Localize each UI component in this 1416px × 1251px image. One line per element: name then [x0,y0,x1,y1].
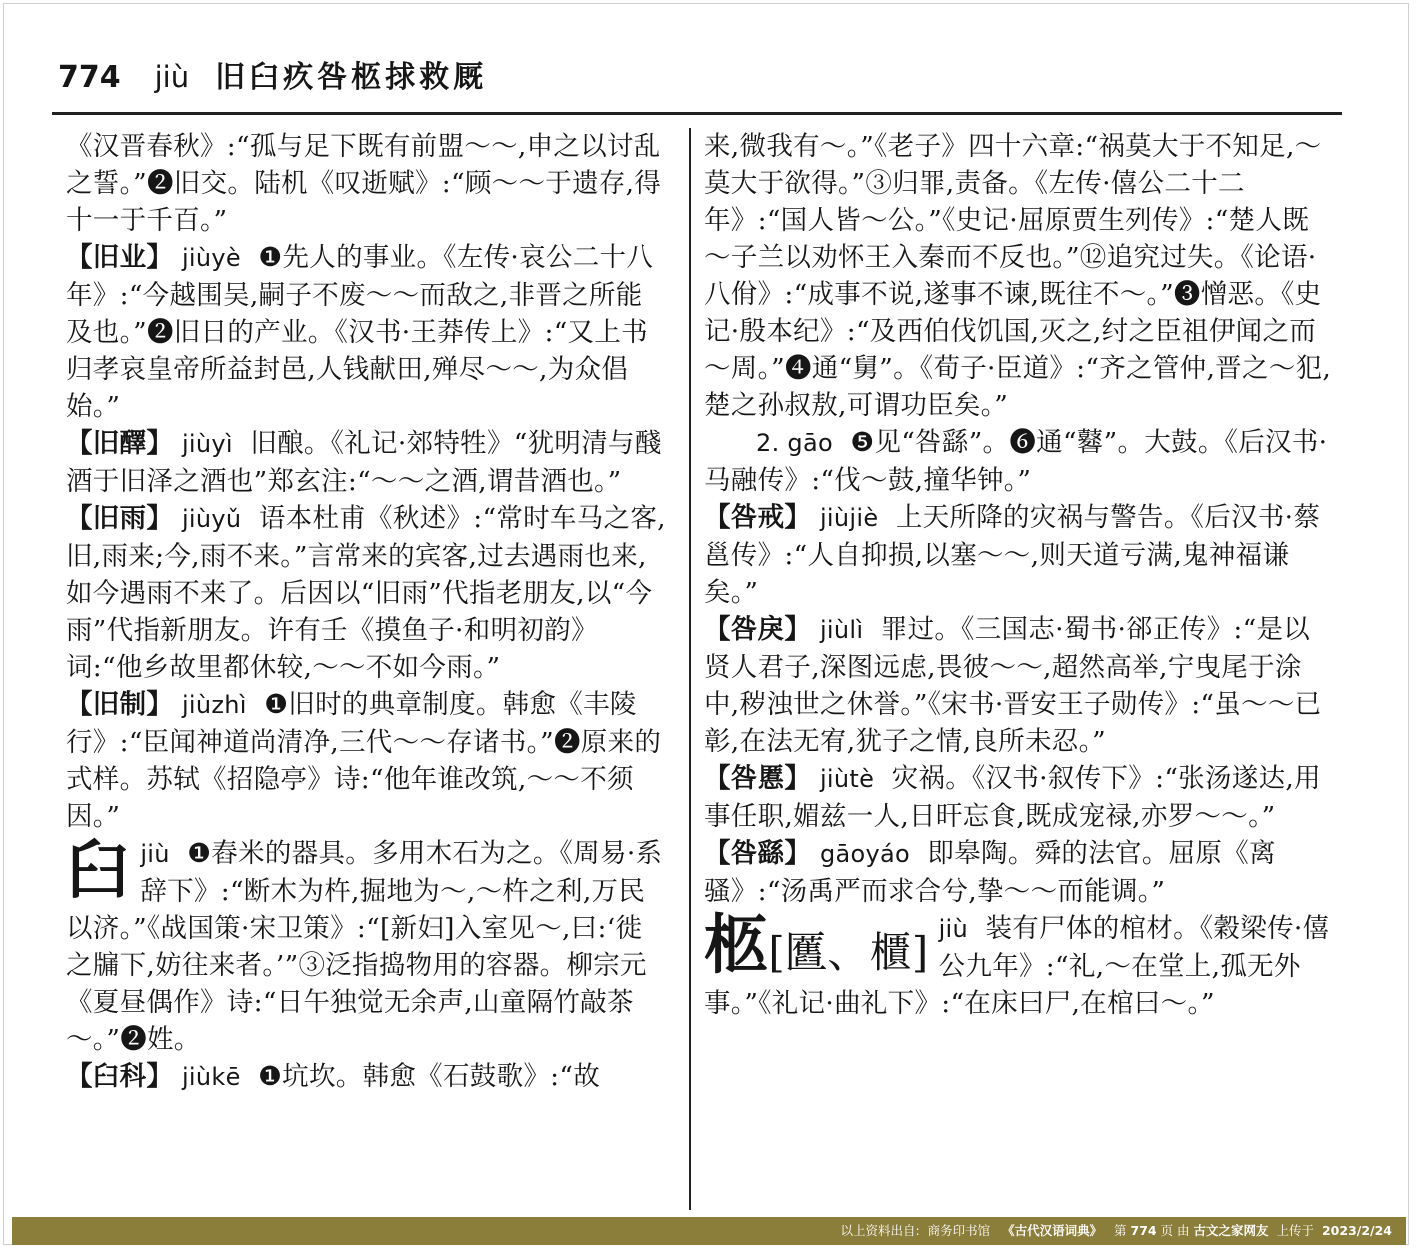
dictionary-entry [704,611,1332,760]
entry-headword: 【咎繇】 [704,838,812,869]
entry-big-character [704,908,929,983]
dictionary-entry [66,835,666,1058]
entry-text: 语本杜甫《秋述》:“常时车马之客,旧,雨来;今,雨不来。”言常来的宾客,过去遇雨也来,如今遇雨不来了。后因以“旧雨”代指老朋友,以“今雨”代指新朋友。许有壬《摸鱼子·和明初韵》词:“他乡故里都休较,～～不如今雨。” [66,503,666,683]
dictionary-entry [704,128,1332,424]
entry-pinyin: gāoyáo [819,840,910,868]
footer-page-prefix: 第 [1114,1223,1127,1238]
entry-text: ❶旧时的典章制度。韩愈《丰陵行》:“臣闻神道尚清净,三代～～存诸书。”❷原来的式样。苏轼《招隐亭》诗:“他年谁改筑,～～不须因。” [66,689,662,832]
entry-pinyin: 2. gāo [756,429,833,457]
entry-headword: 【旧制】 [66,689,174,720]
dictionary-entry [66,1058,666,1096]
dictionary-entry [704,424,1332,499]
entry-text: 装有尸体的棺材。《穀梁传·僖公九年》:“礼,～在堂上,孤无外事。”《礼记·曲礼下》:“在床曰尸,在棺曰～。” [704,913,1330,1019]
entry-text: 《汉晋春秋》:“孤与足下既有前盟～～,申之以讨乱之誓。”❷旧交。陆机《叹逝赋》:“顾～～于遗存,得十一于千百。” [66,131,662,236]
entry-variant-forms: [匶、櫃] [768,928,929,977]
entry-text: 灾祸。《汉书·叙传下》:“张汤遂达,用事任职,媚兹一人,日旰忘食,既成宠禄,亦罗～～。” [704,763,1321,832]
dictionary-entry [704,760,1332,835]
entry-pinyin: jiùyì [181,430,233,458]
column-divider [689,128,691,1210]
dictionary-entry [66,425,666,500]
page-header [58,52,487,102]
header-characters: 旧臼疚咎柩捄救厩 [215,60,488,95]
entry-headword: 【旧醳】 [66,428,174,459]
entry-headword: 【咎慝】 [704,763,812,794]
dictionary-entry [704,910,1332,1022]
footer-date: 2023/2/24 [1321,1223,1392,1238]
entry-text: ❶坑坎。韩愈《石鼓歌》:“故 [258,1061,601,1092]
entry-pinyin: jiù [938,915,969,943]
footer-publisher: 商务印书馆 [927,1223,991,1238]
entry-pinyin: jiùzhì [181,691,247,719]
entry-pinyin: jiùlì [819,616,864,644]
dictionary-entry [704,835,1332,910]
dictionary-entry [66,686,666,835]
entry-big-character-main: 柩 [704,908,769,983]
entry-headword: 【臼科】 [66,1061,174,1092]
entry-text: ❺见“咎繇”。❻通“鼛”。大鼓。《后汉书·马融传》:“伐～鼓,撞华钟。” [704,427,1328,496]
entry-big-character: 臼 [66,833,131,908]
entry-headword: 【旧雨】 [66,503,174,534]
dictionary-entry [704,499,1332,611]
dictionary-entry [66,128,666,239]
entry-text: 上天所降的灾祸与警告。《后汉书·蔡邕传》:“人自抑损,以塞～～,则天道亏满,鬼神福谦矣。” [704,502,1321,608]
header-pinyin: jiù [154,60,190,94]
footer-book: 《古代汉语词典》 [1002,1223,1103,1238]
entry-pinyin: jiùtè [819,765,875,793]
entry-text: 罪过。《三国志·蜀书·郤正传》:“是以贤人君子,深图远虑,畏彼～～,超然高举,宁曳尾于涂中,秽浊世之休誉。”《宋书·晋安王子勋传》:“虽～～已彰,在法无宥,犹子之情,良所未忍。” [704,614,1322,757]
dictionary-entry [66,500,666,686]
entry-pinyin: jiùjiè [819,504,879,532]
entry-text: 来,微我有～。”《老子》四十六章:“祸莫大于不知足,～莫大于欲得。”③归罪,责备。《左传·僖公二十二年》:“国人皆～公。”《史记·屈原贾生列传》:“楚人既～子兰以劝怀王入秦而不反也。”⑫追究过失。《论语·八佾》:“成事不说,遂事不谏,既往不～。”❸憎恶。《史记·殷本纪》:“及西伯伐饥国,灭之,纣之臣祖伊闻之而～周。”❹通“舅”。《荀子·臣道》:“齐之管仲,晋之～犯,楚之孙叔敖,可谓功臣矣。” [704,131,1332,421]
left-column [66,128,666,1210]
source-footer [12,1217,1406,1245]
entry-pinyin: jiùyǔ [181,505,242,533]
dictionary-entry [66,239,666,425]
footer-page: 774 [1130,1223,1157,1238]
footer-upload-label: 上传于 [1276,1223,1315,1238]
entry-text: ❶先人的事业。《左传·哀公二十八年》:“今越围吴,嗣子不废～～而敌之,非晋之所能及也。”❷旧日的产业。《汉书·王莽传上》:“又上书归孝哀皇帝所益封邑,人钱献田,殚尽～～,为众倡始。” [66,242,654,422]
entry-text: 即皋陶。舜的法官。屈原《离骚》:“汤禹严而求合兮,挚～～而能调。” [704,838,1276,907]
entry-pinyin: jiù [140,840,170,868]
entry-headword: 【旧业】 [66,242,174,273]
entry-pinyin: jiùkē [181,1063,241,1091]
right-column [704,128,1332,1210]
header-rule [52,112,1342,115]
footer-page-suffix: 页 由 [1160,1223,1190,1238]
entry-pinyin: jiùyè [181,244,241,272]
entry-headword: 【咎戾】 [704,614,812,645]
footer-source-label: 以上资料出自: [840,1223,920,1238]
entry-text: ❶舂米的器具。多用木石为之。《周易·系辞下》:“断木为杵,掘地为～,～杵之利,万民以济。”《战国策·宋卫策》:“[新妇]入室见～,曰:‘徙之牖下,妨往来者。’”③泛指捣物用的容器。柳宗元《夏昼偶作》诗:“日午独觉无余声,山童隔竹敲茶～。”❷姓。 [66,838,663,1055]
entry-text: 旧酿。《礼记·郊特牲》“犹明清与醆酒于旧泽之酒也”郑玄注:“～～之酒,谓昔酒也。” [66,428,662,497]
entry-headword: 【咎戒】 [704,502,812,533]
footer-site: 古文之家网友 [1193,1223,1269,1238]
page-number: 774 [58,60,121,95]
